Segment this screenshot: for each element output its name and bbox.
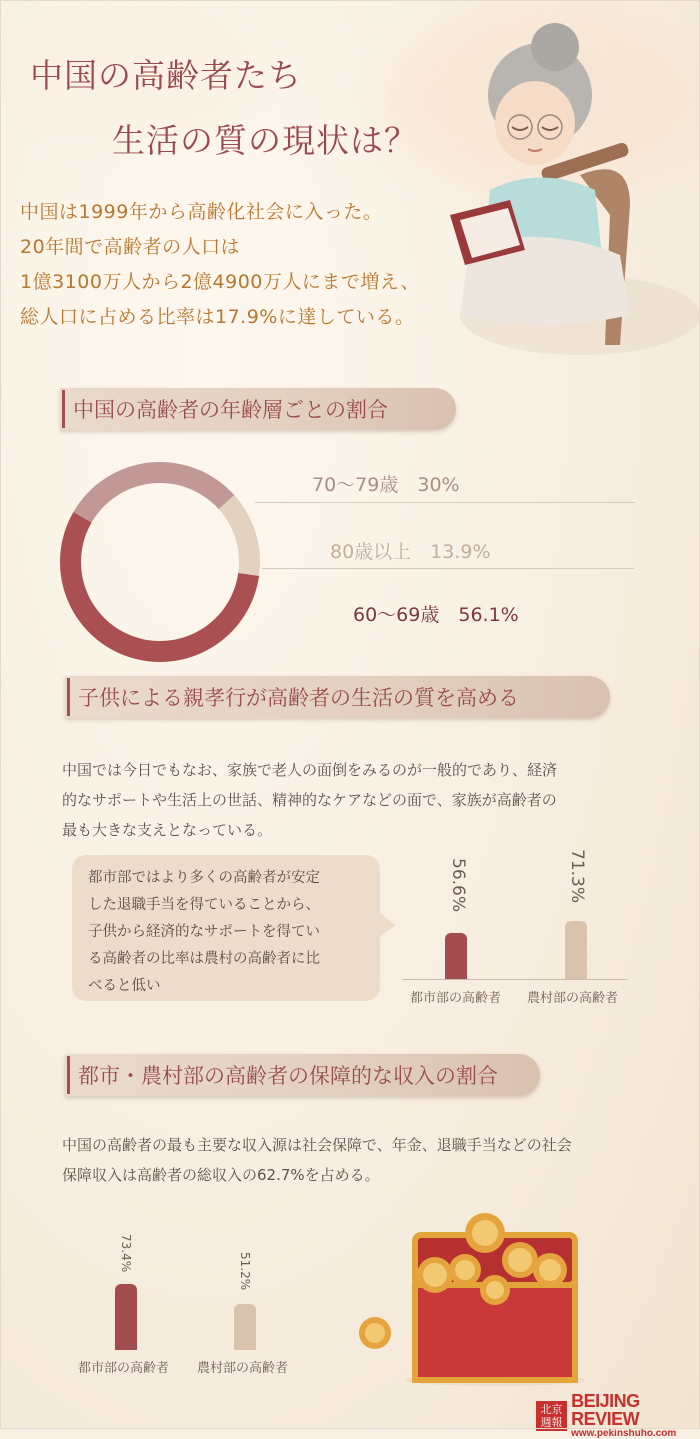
legend-label-60-69: 60～69歳 56.1%: [353, 604, 519, 626]
value-label-support-urban: 56.6%: [448, 858, 468, 913]
category-label-support-rural: 農村部の高齢者: [527, 991, 619, 1006]
value-label-support-rural: 71.3%: [567, 849, 587, 904]
donut-slice-70-79: [73, 462, 234, 523]
bubble-line: 都市部ではより多くの高齢者が安定: [88, 870, 320, 886]
treasure-chest-coins-illustration: [355, 1215, 585, 1385]
bar-income-urban: [115, 1284, 137, 1350]
section-heading-age-text: 中国の高齢者の年齢層ごとの割合: [73, 398, 388, 422]
brand-seal: 北京 週報: [536, 1401, 567, 1431]
category-label-income-rural: 農村部の高齢者: [197, 1361, 289, 1376]
brand-name: BEIJING REVIEW: [571, 1391, 640, 1429]
legend-label-70-79: 70～79歳 30%: [312, 474, 460, 496]
legend-divider: [255, 502, 635, 503]
intro-line-4: 総人口に占める比率は17.9%に達している。: [20, 306, 415, 328]
category-label-support-urban: 都市部の高齢者: [410, 991, 502, 1006]
bubble-line: 子供から経済的なサポートを得てい: [88, 924, 320, 940]
age-donut-chart: [40, 440, 280, 630]
section-heading-filial-text: 子供による親孝行が高齢者の生活の質を高める: [78, 686, 519, 710]
section-heading-income: [65, 1054, 540, 1096]
paragraph-line: 的なサポートや生活上の世話、精神的なケアなどの面で、家族が高齢者の: [62, 791, 557, 809]
section-heading-income-text: 都市・農村部の高齢者の保障的な収入の割合: [78, 1064, 498, 1088]
legend-label-80-plus: 80歳以上 13.9%: [330, 541, 491, 563]
bar-support-rural: [565, 921, 587, 979]
filial-paragraph: [62, 755, 642, 845]
intro-line-3: 1億3100万人から2億4900万人にまで増え、: [20, 271, 421, 293]
category-label-income-urban: 都市部の高齢者: [78, 1361, 170, 1376]
intro-line-2: 20年間で高齢者の人口は: [20, 236, 241, 258]
support-chart-baseline: [402, 979, 628, 980]
paragraph-line: 保障収入は高齢者の総収入の62.7%を占める。: [62, 1166, 380, 1184]
bubble-line: べると低い: [88, 978, 161, 994]
paragraph-line: 中国の高齢者の最も主要な収入源は社会保障で、年金、退職手当などの社会: [62, 1136, 572, 1154]
bubble-line: した退職手当を得ていることから、: [88, 897, 320, 913]
note-bubble: [72, 855, 380, 1001]
donut-slice-80-plus: [219, 495, 260, 576]
page-title-line2: 生活の質の現状は？: [112, 121, 418, 160]
intro-line-1: 中国は1999年から高齢化社会に入った。: [20, 201, 383, 223]
brand-url: www.pekinshuho.com: [571, 1428, 677, 1439]
grandmother-reading-illustration: [430, 15, 690, 355]
paragraph-line: 中国では今日でもなお、家族で老人の面倒をみるのが一般的であり、経済: [62, 761, 558, 779]
page-title-line1: 中国の高齢者たち: [30, 56, 302, 95]
section-heading-age: [60, 388, 456, 430]
legend-divider: [262, 568, 634, 569]
value-label-income-urban: 73.4%: [119, 1234, 133, 1273]
donut-slice-60-69: [60, 512, 259, 662]
bubble-line: る高齢者の比率は農村の高齢者に比: [88, 951, 320, 967]
bar-support-urban: [445, 933, 467, 979]
paragraph-line: 最も大きな支えとなっている。: [62, 821, 273, 839]
section-heading-filial: [65, 676, 610, 718]
income-paragraph: [62, 1130, 672, 1190]
bar-income-rural: [234, 1304, 256, 1350]
beijing-review-logo: [536, 1392, 700, 1439]
value-label-income-rural: 51.2%: [238, 1252, 252, 1291]
